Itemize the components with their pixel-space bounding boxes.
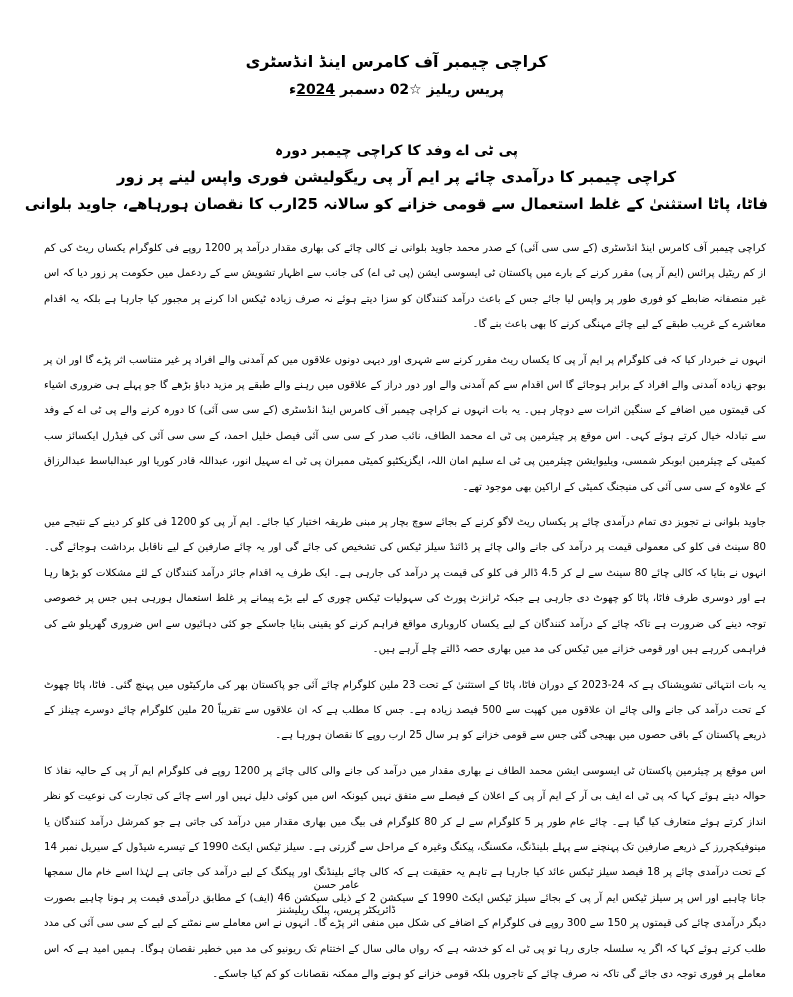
signatory-designation: ڈائریکٹر پریس، پبلک ریلیشنز: [277, 905, 396, 916]
signatory-name: عامر حسن: [313, 880, 360, 891]
paragraph: جاوید بلوانی نے تجویز دی تمام درآمدی چائے پر یکساں ریٹ لاگو کرنے کے بجائے سوچ بچار پر مبنی طریقہ اختیار کیا جائے۔ ایم آر پی کو 1200 فی کلو کر دینے کے نتیجے میں 80 سینٹ فی کلو کی معمولی قیمت پر درآمد کی جانے والی چائے پر ڈائنڈ سیلز ٹیکس کی تشخیص کی جائے گی اور یہ چائے صارفین کے لیے ناقابل برداشت ہوجائے گی۔ انہوں نے بتایا کہ کالی چائے 80 سینٹ سے لے کر 4.5 ڈالر فی کلو کی قیمت پر درآمد کی جارہی ہے۔ ایک طرف یہ اقدام جائز درآمد کنندگان کے لئے مشکلات کو بڑھا رہا ہے اور دوسری طرف فاٹا، پاٹا کو چھوٹ دی جارہی ہے جبکہ ٹرانزٹ پورٹ کی سہولیات ٹیکس چوری کے لیے بڑے پیمانے پر غلط استعمال ہورہی ہیں جس پر خصوصی توجہ دینے کی ضرورت ہے تاکہ چائے کے درآمد کنندگان کے لیے یکساں کاروباری مواقع فراہم کرنے کو یقینی بنایا جاسکے جو کئی دہائیوں سے اس ضروری گھریلو شے کی فراہمی کررہے ہیں اور قومی خزانے میں ٹیکس کی مد میں بھاری حصہ ڈالتے چلے آرہے ہیں۔: [44, 517, 766, 656]
headline-1: پی ٹی اے وفد کا کراچی چیمبر دورہ: [275, 143, 518, 159]
date-day-month: 02 دسمبر: [335, 82, 410, 98]
headline-3: فاٹا، پاٹا استثنیٰ کے غلط استعمال سے قومی خزانے کو سالانہ 25ارب کا نقصان ہورہاھے، جاوید بلوانی: [24, 195, 769, 213]
organization-title: کراچی چیمبر آف کامرس اینڈ انڈسٹری: [245, 52, 548, 71]
paragraph: اس موقع پر چیئرمین پاکستان ٹی ایسوسی ایشن محمد الطاف نے بھاری مقدار میں درآمد کی جانے والی کالی چائے پر 1200 روپے فی کلوگرام ایم آر پی کے حالیہ نفاذ کا حوالہ دیتے ہوئے کہا کہ پی ٹی اے ایف بی آر کے ایم آر پی کے اعلان کے فیصلے سے متفق نہیں کیونکہ اس میں کوئی دلیل نہیں اور اسے چائے کی تجارت کی نوعیت کو نظر انداز کرتے ہوئے متعارف کیا گیا ہے۔ چائے عام طور پر 5 کلوگرام سے لے کر 80 کلوگرام فی بیگ میں بھاری مقدار میں درآمد کی جاتی ہے جو کمرشل درآمد کنندگان یا مینوفیکچررز کے ذریعے صارفین تک پہنچنے سے پہلے بلینڈنگ، مکسنگ، پیکنگ وغیرہ کے مراحل سے گزرتی ہے۔ سیلز ٹیکس ایکٹ 1990 کے تیسرے شیڈول کے سیریل نمبر 14 کے تحت درآمدی چائے پر 18 فیصد سیلز ٹیکس عائد کیا جارہا ہے تاہم یہ حقیقت ہے کہ کالی چائے بلینڈنگ اور پیکنگ کے لیے درآمد کی جاتی ہے لہٰذا اسے خام مال سمجھا جانا چاہیے اور اس پر سیلز ٹیکس ایم آر پی کے بجائے سیلز ٹیکس ایکٹ 1990 کے سیکشن 2 کے ذیلی سیکشن 46 (ایف) کے مطابق درآمدی قیمت پر ہونا چاہیے بصورت دیگر درآمدی چائے کی قیمتوں پر 150 سے 300 روپے فی کلوگرام کے اضافے کی شکل میں منفی اثر پڑے گا۔ انہوں نے اس معاملے سے نمٹنے کے لیے کے سی سی آئی کی مدد طلب کرتے ہوئے کہا کہ اگر یہ سلسلہ جاری رہا تو پی ٹی اے کو خدشہ ہے کہ رواں مالی سال کے اختتام تک ریونیو کی مد میں خطیر نقصان ہوگا۔ ہمیں امید ہے کہ اس معاملے پر فوری توجہ دی جائے گی تاکہ نہ صرف چائے کے تاجروں بلکہ قومی خزانے کو ہونے والے ممکنہ نقصانات کو کم کیا جاسکے۔: [44, 765, 767, 980]
date-year: 2024: [296, 82, 336, 98]
paragraph: یہ بات انتہائی تشویشناک ہے کہ 24-2023 کے دوران فاٹا، پاٹا کے استثنیٰ کے تحت 23 ملین کلوگرام چائے آئی جو پاکستان بھر کی مارکیٹوں میں پہنچ گئی۔ فاٹا، پاٹا چھوٹ کے تحت درآمد کی جانے والی چائے ان علاقوں میں کھپت سے 500 فیصد زیادہ ہے۔ جس کا مطلب ہے کہ ان علاقوں سے تقریباً 20 ملین کلوگرام چائے دوسرے چینلز کے ذریعے پاکستان کے باقی حصوں میں بھیجی گئی جس سے قومی خزانے کو ہر سال 25 ارب روپے کا نقصان ہورہا ہے۔: [44, 679, 766, 742]
date-suffix: ء: [289, 82, 297, 98]
paragraph: انہوں نے خبردار کیا کہ فی کلوگرام پر ایم آر پی کا یکساں ریٹ مقرر کرنے سے شہری اور دیہی دونوں علاقوں میں کم آمدنی والے افراد پر غیر متناسب اثر پڑے گا اور ان پر بوجھ زیادہ آمدنی والے افراد کے برابر ہوجائے گا اس اقدام سے کم آمدنی والے اور دور دراز کے علاقوں میں رہنے والے طبقے پر مزید دباؤ بڑھے گا جو پہلے ہی ضروری اشیاء کی قیمتوں میں اضافے کے سنگین اثرات سے دوچار ہیں۔ یہ بات انہوں نے کراچی چیمبر آف کامرس اینڈ انڈسٹری (کے سی سی آئی) کا دورہ کرنے والے پی ٹی اے کے وفد سے تبادلہ خیال کرتے ہوئے کہی۔ اس موقع پر چیئرمین پی ٹی اے محمد الطاف، نائب صدر کے سی سی آئی فیصل خلیل احمد، کے سی سی آئی کی فیڈرل ایکسائز سب کمیٹی کے چیئرمین ابوبکر شمسی، ویلیوایشن چیئرمین پی ٹی اے سلیم امان اللہ، ایگزیکٹیو کمیٹی ممبران پی ٹی اے سہیل انور، عبداللہ قادر کوریا اور عبدالباسط عبدالرزاق کے علاوہ کے سی سی آئی کی منیجنگ کمیٹی کے اراکین بھی موجود تھے۔: [44, 354, 766, 493]
star-icon: ☆: [409, 82, 422, 98]
paragraph: کراچی چیمبر آف کامرس اینڈ انڈسٹری (کے سی سی آئی) کے صدر محمد جاوید بلوانی نے کالی چائے کی بھاری مقدار درآمد پر 1200 روپے فی کلوگرام یکساں ریٹ کی کم از کم ریٹیل پرائس (ایم آر پی) مقرر کرنے کے بارے میں پاکستان ٹی ایسوسی ایشن (پی ٹی اے) کی جانب سے اظہار تشویش سے کے ردعمل میں حکومت پر زور دیا کہ اس غیر منصفانہ ضابطے کو فوری طور پر واپس لیا جائے جس کے باعث درآمد کنندگان کو سزا دیتے ہوئے نہ صرف زیادہ ٹیکس ادا کرنے پر مجبور کیا جارہا ہے بلکہ یہ اقدام معاشرے کے غریب طبقے کے لیے چائے مہنگی کرنے کا بھی باعث بنے گا۔: [44, 243, 766, 331]
press-release-label: پریس ریلیز: [426, 82, 504, 98]
press-release-date-line: [0, 82, 793, 98]
headline-2: کراچی چیمبر کا درآمدی چائے پر ایم آر پی ریگولیشن فوری واپس لینے پر زور: [116, 168, 677, 186]
